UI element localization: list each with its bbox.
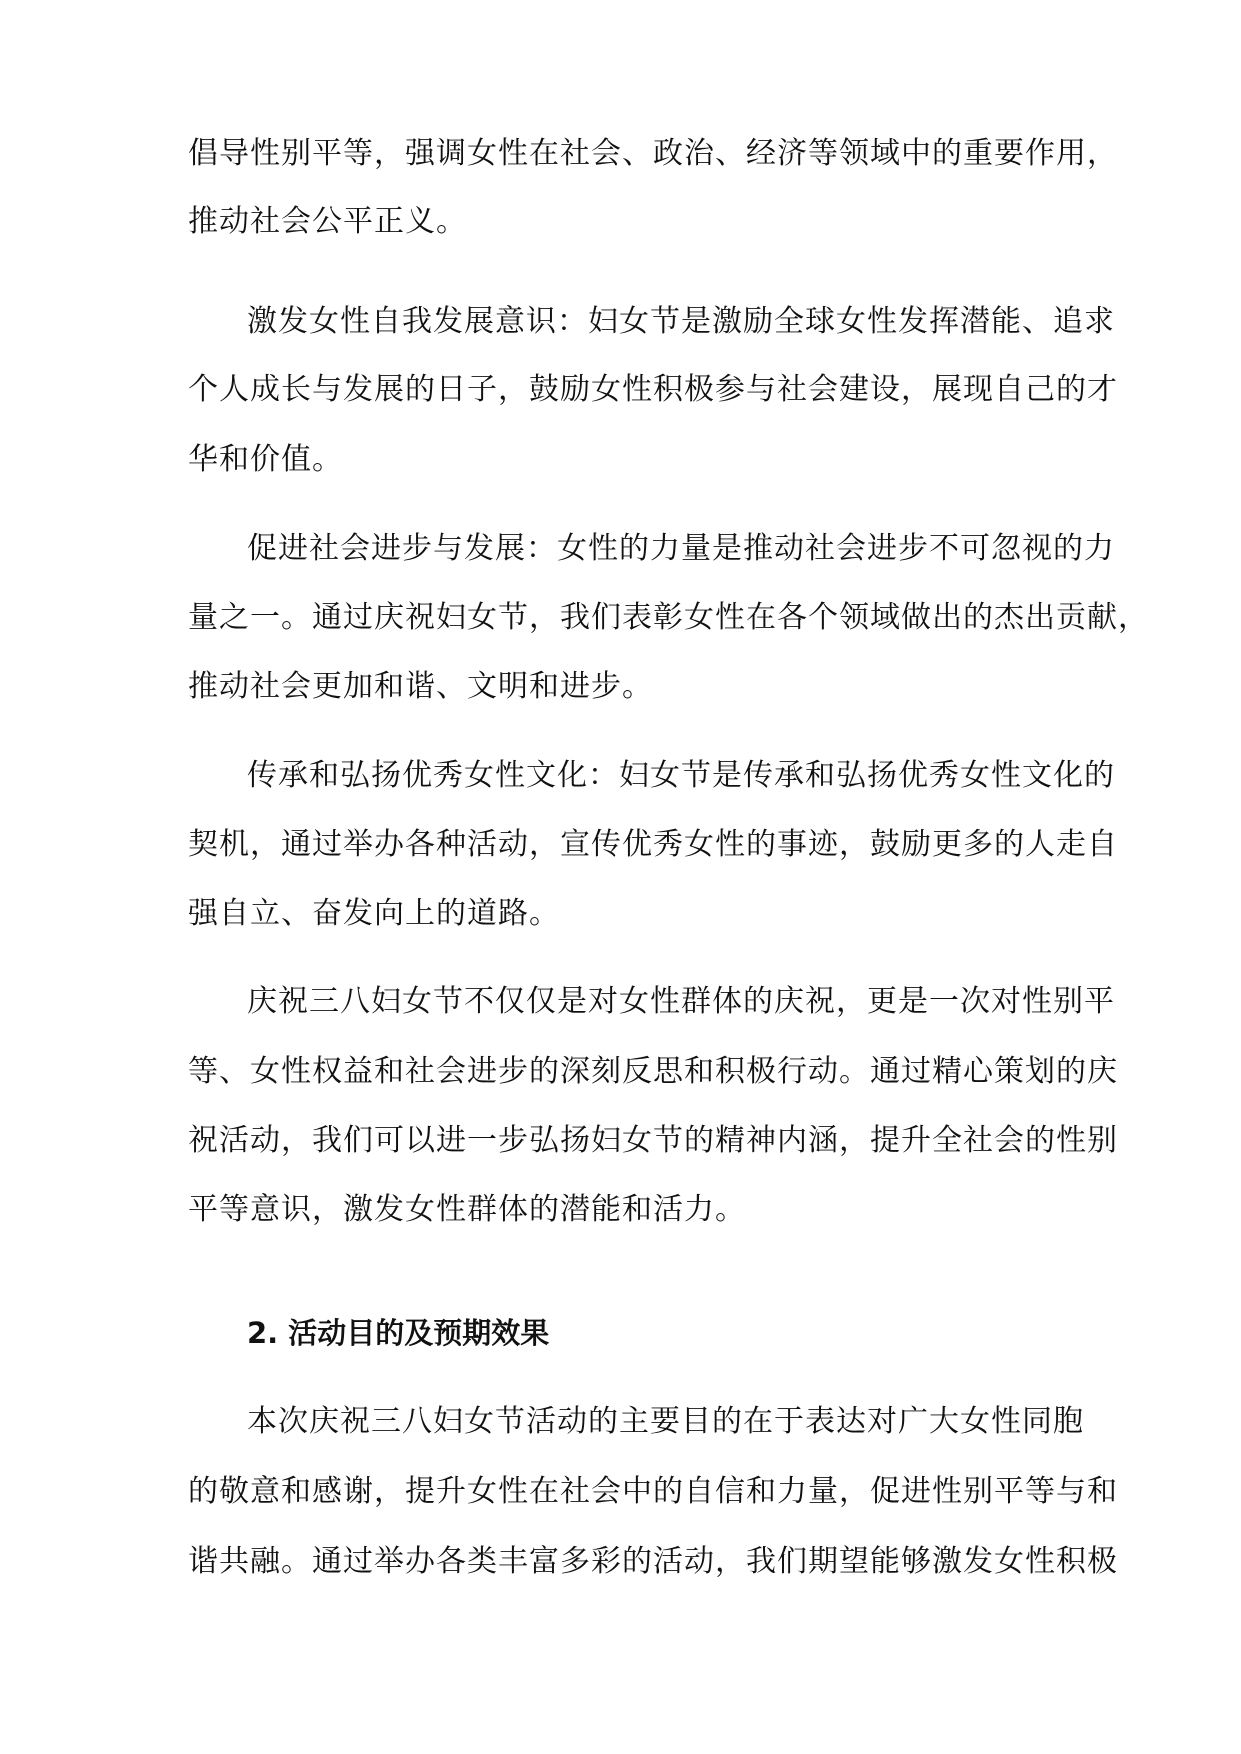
paragraph-line: 本次庆祝三八妇女节活动的主要目的在于表达对广大女性同胞 [247, 1404, 1084, 1439]
paragraph-line: 谐共融。通过举办各类丰富多彩的活动，我们期望能够激发女性积极 [188, 1544, 1118, 1579]
paragraph-line: 倡导性别平等，强调女性在社会、政治、经济等领域中的重要作用， [188, 136, 1118, 171]
section-heading: 2. 活动目的及预期效果 [247, 1316, 550, 1350]
paragraph-line: 平等意识，激发女性群体的潜能和活力。 [188, 1192, 746, 1227]
paragraph-line: 的敬意和感谢，提升女性在社会中的自信和力量，促进性别平等与和 [188, 1474, 1118, 1509]
paragraph-line: 个人成长与发展的日子，鼓励女性积极参与社会建设，展现自己的才 [188, 372, 1118, 407]
paragraph-line: 促进社会进步与发展：女性的力量是推动社会进步不可忽视的力 [247, 531, 1115, 566]
paragraph-line: 激发女性自我发展意识：妇女节是激励全球女性发挥潜能、追求 [247, 304, 1115, 339]
paragraph-line: 传承和弘扬优秀女性文化：妇女节是传承和弘扬优秀女性文化的 [247, 758, 1115, 793]
paragraph-line: 华和价值。 [188, 442, 343, 477]
paragraph-line: 庆祝三八妇女节不仅仅是对女性群体的庆祝，更是一次对性别平 [247, 984, 1115, 1019]
paragraph-line: 契机，通过举办各种活动，宣传优秀女性的事迹，鼓励更多的人走自 [188, 827, 1118, 862]
paragraph-line: 强自立、奋发向上的道路。 [188, 896, 560, 931]
paragraph-line: 量之一。通过庆祝妇女节，我们表彰女性在各个领域做出的杰出贡献， [188, 600, 1149, 635]
paragraph-line: 推动社会更加和谐、文明和进步。 [188, 669, 653, 704]
paragraph-line: 祝活动，我们可以进一步弘扬妇女节的精神内涵，提升全社会的性别 [188, 1123, 1118, 1158]
paragraph-line: 等、女性权益和社会进步的深刻反思和积极行动。通过精心策划的庆 [188, 1054, 1118, 1089]
paragraph-line: 推动社会公平正义。 [188, 204, 467, 239]
